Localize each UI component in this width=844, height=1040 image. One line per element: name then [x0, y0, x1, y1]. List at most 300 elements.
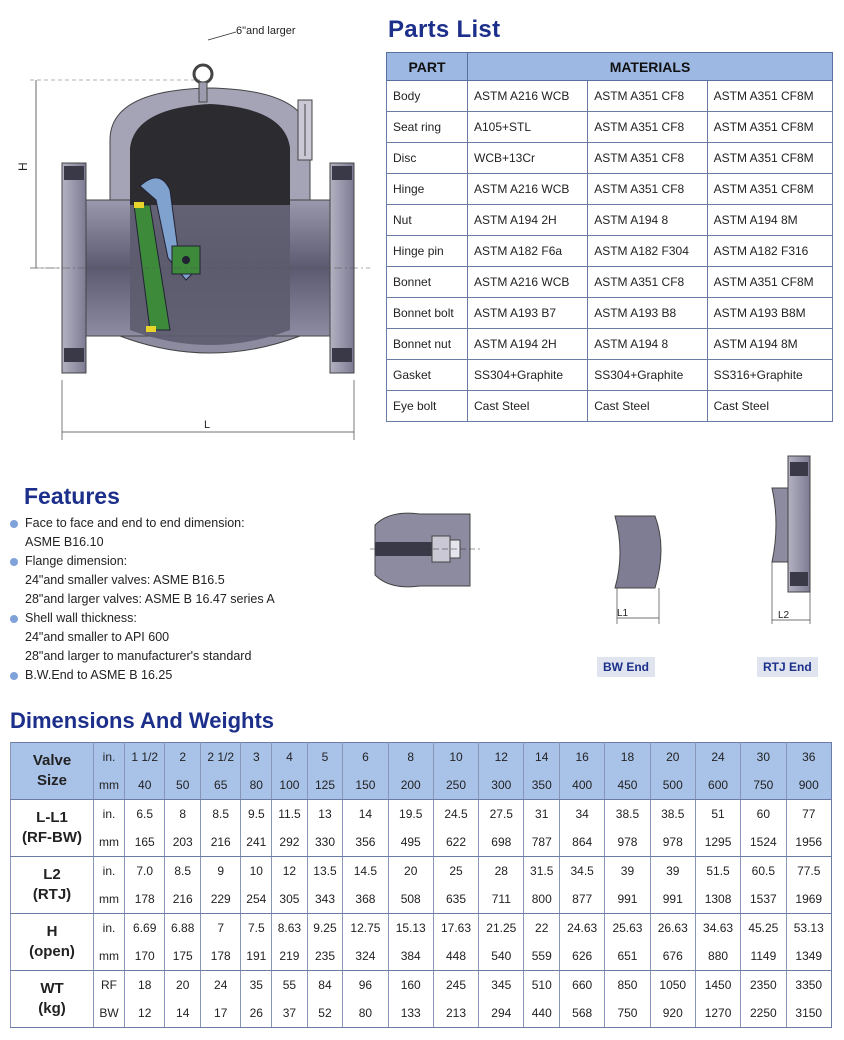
unit-cell: in.: [94, 857, 125, 886]
size-mm-cell: 125: [307, 771, 343, 800]
value-cell: 864: [560, 828, 605, 857]
swing-check-valve-drawing: [0, 0, 380, 450]
feature-text: 24"and smaller valves: ASME B16.5: [25, 573, 225, 587]
material-cell: ASTM A216 WCB: [468, 81, 588, 112]
value-cell: 229: [201, 885, 241, 914]
value-cell: 12: [125, 999, 165, 1028]
value-cell: 133: [388, 999, 433, 1028]
value-cell: 77.5: [786, 857, 832, 886]
value-cell: 1450: [695, 971, 740, 1000]
parts-list-title: Parts List: [388, 16, 501, 43]
feature-item: [10, 628, 275, 647]
value-cell: 6.69: [125, 914, 165, 943]
size-mm-cell: 150: [343, 771, 388, 800]
material-cell: Cast Steel: [588, 391, 707, 422]
parts-row: [387, 205, 833, 236]
dimension-row: [11, 914, 832, 943]
value-cell: 84: [307, 971, 343, 1000]
value-cell: 787: [524, 828, 560, 857]
value-cell: 626: [560, 942, 605, 971]
unit-cell: mm: [94, 771, 125, 800]
value-cell: 14: [343, 800, 388, 829]
value-cell: 540: [479, 942, 524, 971]
size-in-cell: 20: [650, 743, 695, 772]
part-name: Disc: [387, 143, 468, 174]
feature-text: B.W.End to ASME B 16.25: [25, 668, 173, 682]
size-in-cell: 2: [165, 743, 201, 772]
unit-cell: in.: [94, 800, 125, 829]
material-cell: ASTM A216 WCB: [468, 174, 588, 205]
value-cell: 53.13: [786, 914, 832, 943]
value-cell: 20: [388, 857, 433, 886]
value-cell: 495: [388, 828, 433, 857]
value-cell: 245: [433, 971, 478, 1000]
l2-label: L2: [778, 610, 790, 621]
valve-size-label-line: Size: [36, 772, 67, 789]
value-cell: 8.63: [272, 914, 308, 943]
value-cell: 635: [433, 885, 478, 914]
value-cell: 1524: [741, 828, 786, 857]
parts-row: [387, 360, 833, 391]
value-cell: 1349: [786, 942, 832, 971]
size-mm-cell: 50: [165, 771, 201, 800]
value-cell: 711: [479, 885, 524, 914]
value-cell: 1308: [695, 885, 740, 914]
value-cell: 219: [272, 942, 308, 971]
parts-row: [387, 391, 833, 422]
parts-row: [387, 329, 833, 360]
value-cell: 60: [741, 800, 786, 829]
value-cell: 26.63: [650, 914, 695, 943]
value-cell: 920: [650, 999, 695, 1028]
group-label-line: WT: [40, 980, 64, 997]
size-in-cell: 2 1/2: [201, 743, 241, 772]
material-cell: ASTM A193 B8: [588, 298, 707, 329]
valve-size-label: [11, 743, 94, 800]
material-cell: ASTM A194 8M: [707, 205, 832, 236]
size-in-cell: 30: [741, 743, 786, 772]
value-cell: 651: [605, 942, 650, 971]
size-in-cell: 16: [560, 743, 605, 772]
value-cell: 24: [201, 971, 241, 1000]
feature-item: [10, 609, 275, 628]
size-in-cell: 12: [479, 743, 524, 772]
parts-row: [387, 112, 833, 143]
value-cell: 9.25: [307, 914, 343, 943]
size-mm-cell: 200: [388, 771, 433, 800]
material-cell: SS316+Graphite: [707, 360, 832, 391]
value-cell: 77: [786, 800, 832, 829]
material-cell: ASTM A193 B7: [468, 298, 588, 329]
value-cell: 2250: [741, 999, 786, 1028]
value-cell: 7.5: [241, 914, 272, 943]
value-cell: 1050: [650, 971, 695, 1000]
value-cell: 203: [165, 828, 201, 857]
bullet-icon: [10, 558, 18, 566]
value-cell: 20: [165, 971, 201, 1000]
size-mm-cell: 350: [524, 771, 560, 800]
bonnet-bolt-detail: [370, 510, 480, 590]
parts-row: [387, 236, 833, 267]
value-cell: 235: [307, 942, 343, 971]
group-label-line: L2: [43, 866, 61, 883]
material-cell: ASTM A194 8M: [707, 329, 832, 360]
value-cell: 27.5: [479, 800, 524, 829]
value-cell: 330: [307, 828, 343, 857]
parts-row: [387, 267, 833, 298]
value-cell: 345: [479, 971, 524, 1000]
feature-text: 24"and smaller to API 600: [25, 630, 170, 644]
material-cell: ASTM A182 F6a: [468, 236, 588, 267]
features-title: Features: [24, 483, 120, 509]
value-cell: 978: [605, 828, 650, 857]
dimension-row: [11, 828, 832, 857]
value-cell: 34.5: [560, 857, 605, 886]
value-cell: 34.63: [695, 914, 740, 943]
value-cell: 31.5: [524, 857, 560, 886]
value-cell: 25: [433, 857, 478, 886]
part-name: Seat ring: [387, 112, 468, 143]
l-dimension-label: L: [204, 419, 211, 431]
size-mm-cell: 900: [786, 771, 832, 800]
group-label: [11, 914, 94, 971]
unit-cell: in.: [94, 743, 125, 772]
feature-item: [10, 590, 275, 609]
value-cell: 216: [165, 885, 201, 914]
value-cell: 38.5: [605, 800, 650, 829]
group-label-line: L-L1: [36, 809, 68, 826]
value-cell: 55: [272, 971, 308, 1000]
value-cell: 14.5: [343, 857, 388, 886]
value-cell: 568: [560, 999, 605, 1028]
material-cell: A105+STL: [468, 112, 588, 143]
material-cell: ASTM A351 CF8M: [707, 267, 832, 298]
size-row-mm: [11, 771, 832, 800]
material-cell: SS304+Graphite: [468, 360, 588, 391]
value-cell: 8.5: [165, 857, 201, 886]
value-cell: 305: [272, 885, 308, 914]
dimension-row: [11, 885, 832, 914]
group-label: [11, 800, 94, 857]
material-cell: SS304+Graphite: [588, 360, 707, 391]
material-cell: ASTM A351 CF8M: [707, 174, 832, 205]
value-cell: 14: [165, 999, 201, 1028]
feature-item: [10, 647, 275, 666]
group-label: [11, 857, 94, 914]
size-in-cell: 5: [307, 743, 343, 772]
bullet-icon: [10, 520, 18, 528]
part-name: Gasket: [387, 360, 468, 391]
value-cell: 368: [343, 885, 388, 914]
size-in-cell: 36: [786, 743, 832, 772]
size-mm-cell: 500: [650, 771, 695, 800]
value-cell: 978: [650, 828, 695, 857]
value-cell: 13.5: [307, 857, 343, 886]
value-cell: 216: [201, 828, 241, 857]
group-label-line: (kg): [38, 1000, 66, 1017]
feature-item: [10, 514, 275, 533]
value-cell: 24.63: [560, 914, 605, 943]
feature-text: 28"and larger valves: ASME B 16.47 series A: [25, 592, 275, 606]
value-cell: 17: [201, 999, 241, 1028]
material-cell: ASTM A194 2H: [468, 205, 588, 236]
size-in-cell: 6: [343, 743, 388, 772]
value-cell: 9.5: [241, 800, 272, 829]
dimension-row: [11, 999, 832, 1028]
value-cell: 38.5: [650, 800, 695, 829]
feature-text: Shell wall thickness:: [25, 611, 137, 625]
size-mm-cell: 40: [125, 771, 165, 800]
value-cell: 21.25: [479, 914, 524, 943]
value-cell: 991: [650, 885, 695, 914]
value-cell: 51.5: [695, 857, 740, 886]
value-cell: 3150: [786, 999, 832, 1028]
bullet-icon: [10, 672, 18, 680]
part-name: Nut: [387, 205, 468, 236]
value-cell: 191: [241, 942, 272, 971]
value-cell: 292: [272, 828, 308, 857]
size-in-cell: 4: [272, 743, 308, 772]
value-cell: 12.75: [343, 914, 388, 943]
rtj-end-label: RTJ End: [757, 657, 818, 677]
value-cell: 1270: [695, 999, 740, 1028]
value-cell: 559: [524, 942, 560, 971]
unit-cell: in.: [94, 914, 125, 943]
unit-cell: mm: [94, 828, 125, 857]
dimensions-table: [10, 742, 832, 1028]
unit-cell: RF: [94, 971, 125, 1000]
value-cell: 877: [560, 885, 605, 914]
material-cell: ASTM A351 CF8M: [707, 81, 832, 112]
value-cell: 18: [125, 971, 165, 1000]
value-cell: 9: [201, 857, 241, 886]
size-in-cell: 8: [388, 743, 433, 772]
feature-text: ASME B16.10: [25, 535, 104, 549]
value-cell: 1537: [741, 885, 786, 914]
material-cell: ASTM A182 F316: [707, 236, 832, 267]
value-cell: 45.25: [741, 914, 786, 943]
group-label: [11, 971, 94, 1028]
size-in-cell: 3: [241, 743, 272, 772]
value-cell: 510: [524, 971, 560, 1000]
value-cell: 7: [201, 914, 241, 943]
value-cell: 25.63: [605, 914, 650, 943]
material-cell: WCB+13Cr: [468, 143, 588, 174]
value-cell: 52: [307, 999, 343, 1028]
group-label-line: (RTJ): [32, 886, 72, 903]
feature-text: Flange dimension:: [25, 554, 128, 568]
value-cell: 175: [165, 942, 201, 971]
size-mm-cell: 250: [433, 771, 478, 800]
valve-size-label-line: Valve: [32, 752, 72, 769]
material-cell: ASTM A351 CF8M: [707, 112, 832, 143]
value-cell: 384: [388, 942, 433, 971]
value-cell: 96: [343, 971, 388, 1000]
group-label-line: (open): [29, 943, 75, 960]
value-cell: 28: [479, 857, 524, 886]
material-cell: Cast Steel: [707, 391, 832, 422]
value-cell: 8.5: [201, 800, 241, 829]
part-name: Hinge: [387, 174, 468, 205]
value-cell: 13: [307, 800, 343, 829]
part-header: PART: [387, 53, 468, 81]
part-name: Body: [387, 81, 468, 112]
group-label-line: H: [46, 923, 58, 940]
part-name: Hinge pin: [387, 236, 468, 267]
value-cell: 160: [388, 971, 433, 1000]
size-in-cell: 18: [605, 743, 650, 772]
size-mm-cell: 400: [560, 771, 605, 800]
value-cell: 15.13: [388, 914, 433, 943]
rtj-end-drawing: [760, 452, 830, 632]
bullet-icon: [10, 615, 18, 623]
feature-text: 28"and larger to manufacturer's standard: [25, 649, 252, 663]
value-cell: 698: [479, 828, 524, 857]
size-in-cell: 14: [524, 743, 560, 772]
material-cell: ASTM A194 8: [588, 205, 707, 236]
material-cell: ASTM A194 2H: [468, 329, 588, 360]
unit-cell: BW: [94, 999, 125, 1028]
value-cell: 324: [343, 942, 388, 971]
value-cell: 35: [241, 971, 272, 1000]
size-in-cell: 1 1/2: [125, 743, 165, 772]
bw-end-label: BW End: [597, 657, 655, 677]
materials-header: MATERIALS: [468, 53, 833, 81]
size-in-cell: 10: [433, 743, 478, 772]
feature-item: [10, 666, 275, 685]
material-cell: ASTM A351 CF8: [588, 81, 707, 112]
value-cell: 622: [433, 828, 478, 857]
value-cell: 2350: [741, 971, 786, 1000]
value-cell: 241: [241, 828, 272, 857]
value-cell: 24.5: [433, 800, 478, 829]
value-cell: 39: [605, 857, 650, 886]
value-cell: 51: [695, 800, 740, 829]
value-cell: 178: [201, 942, 241, 971]
feature-item: [10, 552, 275, 571]
dimension-row: [11, 857, 832, 886]
feature-text: Face to face and end to end dimension:: [25, 516, 245, 530]
value-cell: 880: [695, 942, 740, 971]
part-name: Eye bolt: [387, 391, 468, 422]
l1-label: L1: [617, 608, 629, 619]
feature-item: [10, 571, 275, 590]
size-mm-cell: 450: [605, 771, 650, 800]
value-cell: 22: [524, 914, 560, 943]
value-cell: 31: [524, 800, 560, 829]
material-cell: ASTM A216 WCB: [468, 267, 588, 298]
part-name: Bonnet: [387, 267, 468, 298]
size-mm-cell: 600: [695, 771, 740, 800]
bw-end-drawing: [595, 508, 675, 628]
part-name: Bonnet nut: [387, 329, 468, 360]
value-cell: 60.5: [741, 857, 786, 886]
value-cell: 80: [343, 999, 388, 1028]
value-cell: 508: [388, 885, 433, 914]
size-mm-cell: 750: [741, 771, 786, 800]
value-cell: 17.63: [433, 914, 478, 943]
dimension-row: [11, 800, 832, 829]
value-cell: 165: [125, 828, 165, 857]
material-cell: ASTM A351 CF8: [588, 174, 707, 205]
value-cell: 356: [343, 828, 388, 857]
value-cell: 448: [433, 942, 478, 971]
value-cell: 254: [241, 885, 272, 914]
material-cell: ASTM A351 CF8: [588, 143, 707, 174]
material-cell: ASTM A351 CF8: [588, 112, 707, 143]
size-mm-cell: 80: [241, 771, 272, 800]
features-list: [10, 514, 275, 685]
value-cell: 39: [650, 857, 695, 886]
group-label-line: (RF-BW): [22, 829, 82, 846]
value-cell: 11.5: [272, 800, 308, 829]
value-cell: 660: [560, 971, 605, 1000]
value-cell: 12: [272, 857, 308, 886]
value-cell: 750: [605, 999, 650, 1028]
material-cell: Cast Steel: [468, 391, 588, 422]
value-cell: 991: [605, 885, 650, 914]
size-mm-cell: 100: [272, 771, 308, 800]
value-cell: 1149: [741, 942, 786, 971]
size-mm-cell: 65: [201, 771, 241, 800]
unit-cell: mm: [94, 885, 125, 914]
unit-cell: mm: [94, 942, 125, 971]
material-cell: ASTM A193 B8M: [707, 298, 832, 329]
parts-row: [387, 143, 833, 174]
value-cell: 850: [605, 971, 650, 1000]
size-row-in: [11, 743, 832, 772]
value-cell: 37: [272, 999, 308, 1028]
dimensions-title: Dimensions And Weights: [10, 708, 275, 733]
value-cell: 676: [650, 942, 695, 971]
size-in-cell: 24: [695, 743, 740, 772]
value-cell: 1956: [786, 828, 832, 857]
value-cell: 6.5: [125, 800, 165, 829]
material-cell: ASTM A351 CF8M: [707, 143, 832, 174]
size-note: 6"and larger: [236, 25, 296, 37]
value-cell: 26: [241, 999, 272, 1028]
value-cell: 213: [433, 999, 478, 1028]
value-cell: 178: [125, 885, 165, 914]
value-cell: 170: [125, 942, 165, 971]
parts-row: [387, 298, 833, 329]
parts-row: [387, 81, 833, 112]
feature-item: [10, 533, 275, 552]
value-cell: 343: [307, 885, 343, 914]
value-cell: 7.0: [125, 857, 165, 886]
value-cell: 10: [241, 857, 272, 886]
value-cell: 440: [524, 999, 560, 1028]
value-cell: 800: [524, 885, 560, 914]
value-cell: 34: [560, 800, 605, 829]
value-cell: 8: [165, 800, 201, 829]
dimension-row: [11, 942, 832, 971]
value-cell: 6.88: [165, 914, 201, 943]
size-mm-cell: 300: [479, 771, 524, 800]
parts-row: [387, 174, 833, 205]
dimension-row: [11, 971, 832, 1000]
value-cell: 1969: [786, 885, 832, 914]
material-cell: ASTM A351 CF8: [588, 267, 707, 298]
material-cell: ASTM A194 8: [588, 329, 707, 360]
value-cell: 3350: [786, 971, 832, 1000]
value-cell: 19.5: [388, 800, 433, 829]
material-cell: ASTM A182 F304: [588, 236, 707, 267]
value-cell: 1295: [695, 828, 740, 857]
parts-list-table: [386, 52, 833, 422]
part-name: Bonnet bolt: [387, 298, 468, 329]
h-dimension-label: H: [16, 162, 30, 171]
